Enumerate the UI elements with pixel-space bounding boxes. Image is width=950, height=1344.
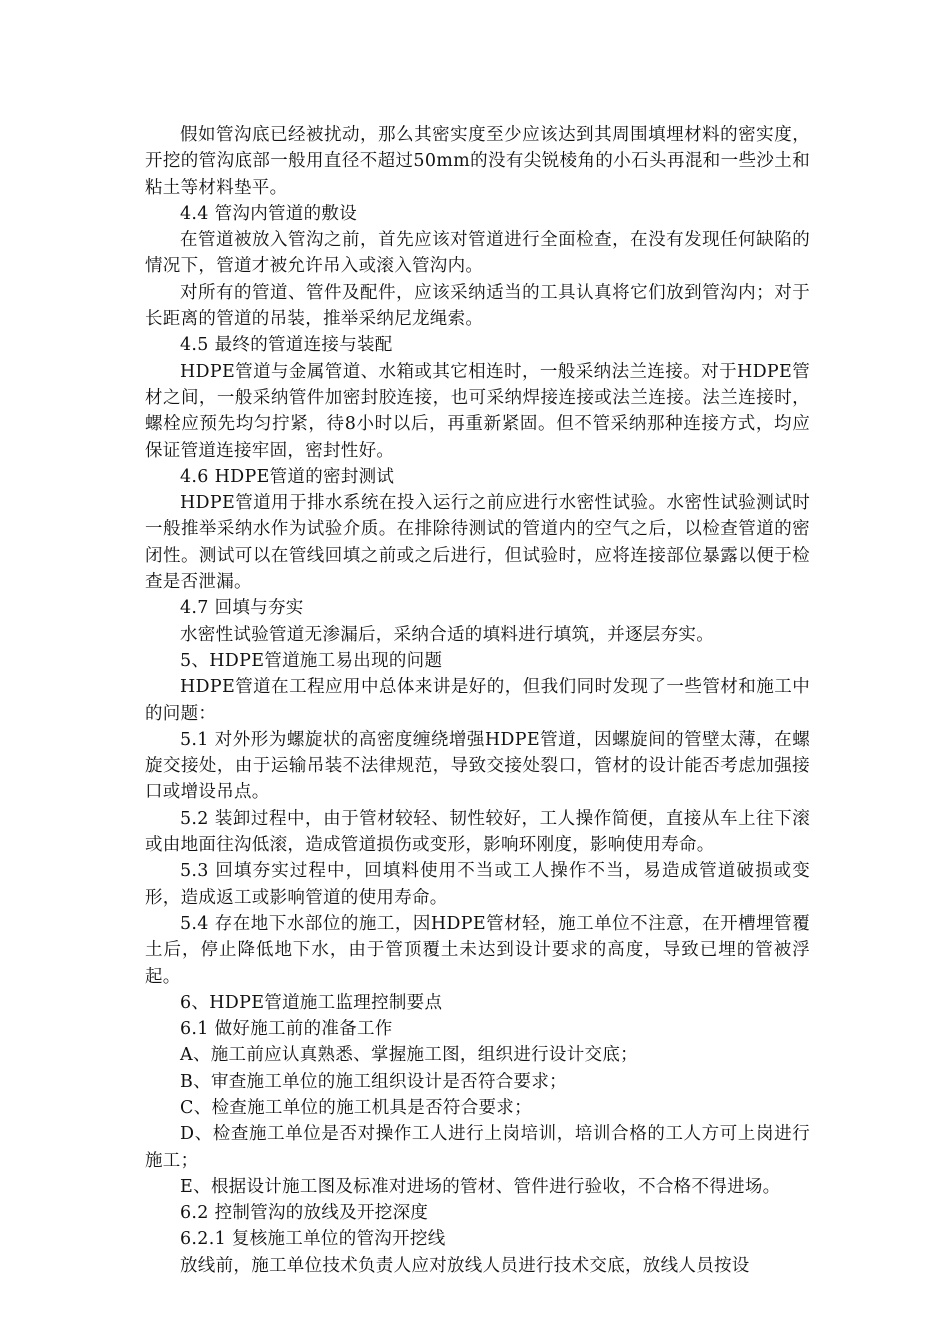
paragraph: HDPE管道与金属管道、水箱或其它相连时，一般采纳法兰连接。对于HDPE管材之间，一般采纳管件加密封胶连接，也可采纳焊接连接或法兰连接。法兰连接时，螺栓应预先均匀拧紧，待8小时以后，再重新紧固。但不管采纳那种连接方式，均应保证管道连接牢固，密封性好。	[145, 361, 810, 461]
paragraph: 在管道被放入管沟之前，首先应该对管道进行全面检查，在没有发现任何缺陷的情况下，管道才被允许吊入或滚入管沟内。	[145, 230, 810, 277]
section-heading: 6.1 做好施工前的准备工作	[180, 1019, 393, 1040]
list-item: 5.1 对外形为螺旋状的高密度缠绕增强HDPE管道，因螺旋间的管壁太薄，在螺旋交接处，由于运输吊装不法律规范，导致交接处裂口，管材的设计能否考虑加强接口或增设吊点。	[145, 729, 810, 803]
list-item: B、审查施工单位的施工组织设计是否符合要求；	[180, 1071, 567, 1092]
list-item: E、根据设计施工图及标准对进场的管材、管件进行验收，不合格不得进场。	[180, 1176, 781, 1197]
section-heading: 6.2 控制管沟的放线及开挖深度	[180, 1203, 429, 1224]
list-item: 5.2 装卸过程中，由于管材较轻、韧性较好，工人操作简便，直接从车上往下滚或由地面往沟低滚，造成管道损伤或变形，影响环刚度，影响使用寿命。	[145, 808, 810, 856]
paragraph: HDPE管道在工程应用中总体来讲是好的，但我们同时发现了一些管材和施工中的问题：	[145, 677, 810, 724]
paragraph: HDPE管道用于排水系统在投入运行之前应进行水密性试验。水密性试验测试时一般推举采纳水作为试验介质。在排除待测试的管道内的空气之后，以检查管道的密闭性。测试可以在管线回填之前或之后进行，但试验时，应将连接部位暴露以便于检查是否泄漏。	[145, 493, 810, 593]
list-item: 5.4 存在地下水部位的施工，因HDPE管材轻，施工单位不注意，在开槽埋管覆土后，停止降低地下水，由于管顶覆土未达到设计要求的高度，导致已埋的管被浮起。	[145, 913, 810, 987]
paragraph: 对所有的管道、管件及配件，应该采纳适当的工具认真将它们放到管沟内；对于长距离的管道的吊装，推举采纳尼龙绳索。	[145, 282, 810, 330]
list-item: 5.3 回填夯实过程中，回填料使用不当或工人操作不当，易造成管道破损或变形，造成返工或影响管道的使用寿命。	[145, 861, 810, 908]
paragraph: 水密性试验管道无渗漏后，采纳合适的填料进行填筑，并逐层夯实。	[180, 624, 714, 645]
paragraph: 放线前，施工单位技术负责人应对放线人员进行技术交底，放线人员按设	[180, 1255, 750, 1276]
list-item: C、检查施工单位的施工机具是否符合要求；	[180, 1097, 532, 1118]
section-heading: 4.6 HDPE管道的密封测试	[180, 466, 395, 487]
section-heading: 5、HDPE管道施工易出现的问题	[180, 650, 443, 671]
section-heading: 4.4 管沟内管道的敷设	[180, 203, 357, 224]
list-item: A、施工前应认真熟悉、掌握施工图，组织进行设计交底；	[180, 1045, 638, 1066]
paragraph: 假如管沟底已经被扰动，那么其密实度至少应该达到其周围填埋材料的密实度，开挖的管沟底部一般用直径不超过50mm的没有尖锐棱角的小石头再混和一些沙土和粘土等材料垫平。	[145, 125, 810, 198]
section-heading: 4.5 最终的管道连接与装配	[180, 335, 393, 356]
section-heading: 6、HDPE管道施工监理控制要点	[180, 992, 443, 1013]
list-item: D、检查施工单位是否对操作工人进行上岗培训，培训合格的工人方可上岗进行施工；	[145, 1124, 810, 1171]
section-heading: 4.7 回填与夯实	[180, 598, 304, 619]
section-heading: 6.2.1 复核施工单位的管沟开挖线	[180, 1229, 446, 1250]
document-body	[145, 122, 810, 1279]
